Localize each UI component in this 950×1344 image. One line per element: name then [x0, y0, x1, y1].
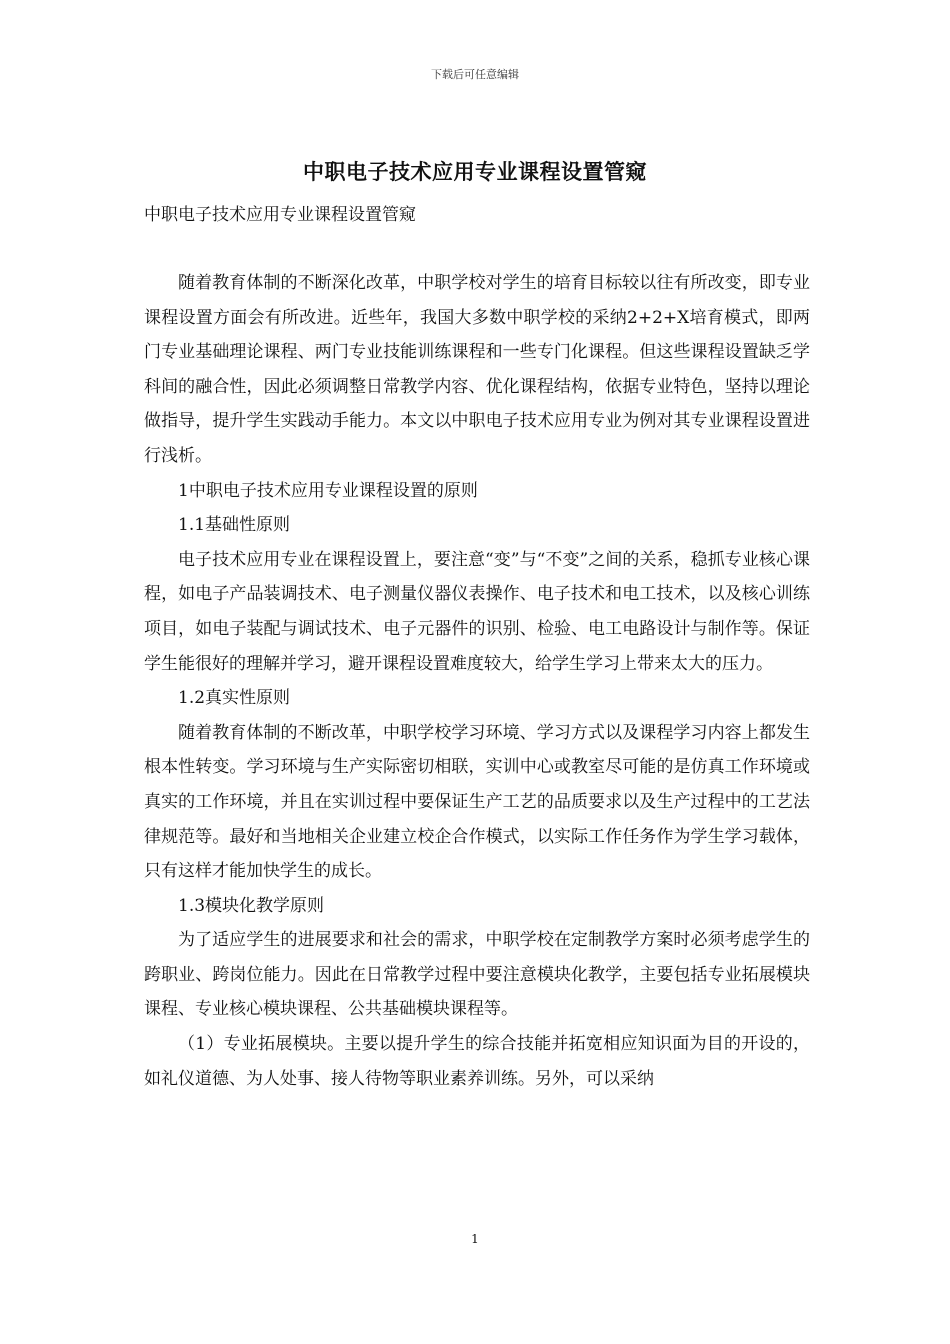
document-subtitle: 中职电子技术应用专业课程设置管窥 [144, 205, 416, 225]
paragraph-intro: 随着教育体制的不断深化改革，中职学校对学生的培育目标较以往有所改变，即专业课程设置方面会有所改进。近些年，我国大多数中职学校的采纳2+2+X培育模式，即两门专业基础理论课程、两门专业技能训练课程和一些专门化课程。但这些课程设置缺乏学科间的融合性，因此必须调整日常教学内容、优化课程结构，依据专业特色，坚持以理论做指导，提升学生实践动手能力。本文以中职电子技术应用专业为例对其专业课程设置进行浅析。 [144, 273, 810, 466]
subsection-heading-1-2: 1.2真实性原则 [178, 688, 291, 709]
subsection-heading-1-3: 1.3模块化教学原则 [178, 895, 325, 916]
document-body [144, 266, 810, 1096]
section-heading-1: 1中职电子技术应用专业课程设置的原则 [178, 480, 478, 501]
paragraph-extension-module: （1）专业拓展模块。主要以提升学生的综合技能并拓宽相应知识面为目的开设的，如礼仪道德、为人处事、接人待物等职业素养训练。另外，可以采纳 [144, 1034, 810, 1089]
subsection-heading-1-1: 1.1基础性原则 [178, 515, 291, 536]
paragraph-basic-principle: 电子技术应用专业在课程设置上，要注意“变”与“不变”之间的关系，稳抓专业核心课程，如电子产品装调技术、电子测量仪器仪表操作、电子技术和电工技术，以及核心训练项目，如电子装配与调试技术、电子元器件的识别、检验、电工电路设计与制作等。保证学生能很好的理解并学习，避开课程设置难度较大，给学生学习上带来太大的压力。 [144, 549, 810, 674]
page-header-note: 下载后可任意编辑 [431, 68, 519, 81]
page-number: 1 [471, 1232, 479, 1246]
paragraph-modular-principle: 为了适应学生的进展要求和社会的需求，中职学校在定制教学方案时必须考虑学生的跨职业、跨岗位能力。因此在日常教学过程中要注意模块化教学，主要包括专业拓展模块课程、专业核心模块课程、公共基础模块课程等。 [144, 930, 810, 1020]
document-title: 中职电子技术应用专业课程设置管窥 [303, 159, 647, 184]
paragraph-authenticity-principle: 随着教育体制的不断改革，中职学校学习环境、学习方式以及课程学习内容上都发生根本性转变。学习环境与生产实际密切相联，实训中心或教室尽可能的是仿真工作环境或真实的工作环境，并且在实训过程中要保证生产工艺的品质要求以及生产过程中的工艺法律规范等。最好和当地相关企业建立校企合作模式，以实际工作任务作为学生学习载体，只有这样才能加快学生的成长。 [144, 722, 810, 882]
